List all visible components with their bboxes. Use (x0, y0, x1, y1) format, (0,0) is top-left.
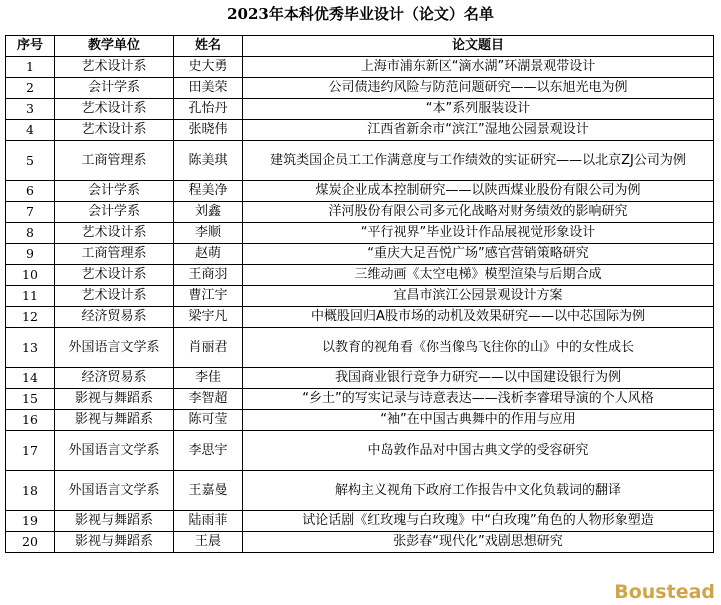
cell-seq: 16 (6, 410, 55, 431)
cell-seq: 6 (6, 181, 55, 202)
header-unit: 教学单位 (55, 36, 174, 57)
cell-topic: 中概股回归A股市场的动机及效果研究——以中芯国际为例 (243, 307, 714, 328)
cell-name: 王晨 (174, 532, 243, 553)
cell-seq: 2 (6, 78, 55, 99)
cell-name: 肖丽君 (174, 328, 243, 368)
cell-topic: 江西省新余市“滨江”湿地公园景观设计 (243, 120, 714, 141)
cell-name: 张晓伟 (174, 120, 243, 141)
cell-unit: 外国语言文学系 (55, 471, 174, 511)
cell-unit: 艺术设计系 (55, 265, 174, 286)
cell-topic: “平行视界”毕业设计作品展视觉形象设计 (243, 223, 714, 244)
cell-seq: 15 (6, 389, 55, 410)
cell-name: 孔怡丹 (174, 99, 243, 120)
cell-seq: 1 (6, 57, 55, 78)
cell-seq: 17 (6, 431, 55, 471)
header-seq: 序号 (6, 36, 55, 57)
cell-topic: “本”系列服装设计 (243, 99, 714, 120)
table-row (6, 57, 714, 78)
cell-topic: “乡土”的写实记录与诗意表达——浅析李睿珺导演的个人风格 (243, 389, 714, 410)
cell-unit: 会计学系 (55, 78, 174, 99)
cell-name: 陆雨菲 (174, 511, 243, 532)
cell-unit: 经济贸易系 (55, 368, 174, 389)
cell-seq: 19 (6, 511, 55, 532)
table-row (6, 181, 714, 202)
table-row (6, 223, 714, 244)
cell-seq: 9 (6, 244, 55, 265)
table-row (6, 120, 714, 141)
watermark-logo: Boustead (614, 581, 715, 603)
cell-seq: 8 (6, 223, 55, 244)
cell-topic: “袖”在中国古典舞中的作用与应用 (243, 410, 714, 431)
cell-name: 李智超 (174, 389, 243, 410)
cell-unit: 会计学系 (55, 202, 174, 223)
cell-unit: 影视与舞蹈系 (55, 532, 174, 553)
table-header-row (6, 36, 714, 57)
page-title: 2023年本科优秀毕业设计（论文）名单 (227, 5, 494, 23)
cell-name: 李顺 (174, 223, 243, 244)
cell-name: 程美净 (174, 181, 243, 202)
cell-unit: 工商管理系 (55, 244, 174, 265)
table-row (6, 511, 714, 532)
table-row (6, 141, 714, 181)
cell-unit: 艺术设计系 (55, 120, 174, 141)
cell-seq: 18 (6, 471, 55, 511)
cell-unit: 工商管理系 (55, 141, 174, 181)
cell-topic: 我国商业银行竞争力研究——以中国建设银行为例 (243, 368, 714, 389)
cell-topic: “重庆大足吾悦广场”感官营销策略研究 (243, 244, 714, 265)
cell-seq: 4 (6, 120, 55, 141)
honor-list-table (5, 35, 714, 553)
header-topic: 论文题目 (243, 36, 714, 57)
cell-name: 王商羽 (174, 265, 243, 286)
cell-name: 赵萌 (174, 244, 243, 265)
cell-name: 王嘉曼 (174, 471, 243, 511)
cell-unit: 影视与舞蹈系 (55, 389, 174, 410)
cell-unit: 艺术设计系 (55, 99, 174, 120)
cell-name: 史大勇 (174, 57, 243, 78)
table-row (6, 265, 714, 286)
table-row (6, 368, 714, 389)
cell-topic: 建筑类国企员工工作满意度与工作绩效的实证研究——以北京ZJ公司为例 (243, 141, 714, 181)
cell-name: 梁宇凡 (174, 307, 243, 328)
cell-seq: 14 (6, 368, 55, 389)
cell-topic: 宜昌市滨江公园景观设计方案 (243, 286, 714, 307)
cell-seq: 20 (6, 532, 55, 553)
cell-unit: 经济贸易系 (55, 307, 174, 328)
cell-seq: 13 (6, 328, 55, 368)
table-row (6, 78, 714, 99)
header-name: 姓名 (174, 36, 243, 57)
cell-seq: 10 (6, 265, 55, 286)
table-row (6, 410, 714, 431)
cell-topic: 洋河股份有限公司多元化战略对财务绩效的影响研究 (243, 202, 714, 223)
cell-unit: 会计学系 (55, 181, 174, 202)
cell-seq: 12 (6, 307, 55, 328)
cell-name: 曹江宇 (174, 286, 243, 307)
cell-unit: 艺术设计系 (55, 223, 174, 244)
cell-topic: 上海市浦东新区“滴水湖”环湖景观带设计 (243, 57, 714, 78)
table-row (6, 389, 714, 410)
table-row (6, 202, 714, 223)
cell-name: 李佳 (174, 368, 243, 389)
cell-unit: 外国语言文学系 (55, 431, 174, 471)
cell-name: 田美荣 (174, 78, 243, 99)
cell-topic: 中岛敦作品对中国古典文学的受容研究 (243, 431, 714, 471)
cell-topic: 试论话剧《红玫瑰与白玫瑰》中“白玫瑰”角色的人物形象塑造 (243, 511, 714, 532)
cell-unit: 影视与舞蹈系 (55, 511, 174, 532)
table-row (6, 532, 714, 553)
cell-name: 陈美琪 (174, 141, 243, 181)
cell-topic: 三维动画《太空电梯》模型渲染与后期合成 (243, 265, 714, 286)
cell-unit: 影视与舞蹈系 (55, 410, 174, 431)
cell-unit: 艺术设计系 (55, 286, 174, 307)
cell-seq: 3 (6, 99, 55, 120)
table-row (6, 328, 714, 368)
cell-topic: 解构主义视角下政府工作报告中文化负载词的翻译 (243, 471, 714, 511)
cell-name: 李思宇 (174, 431, 243, 471)
cell-name: 陈可莹 (174, 410, 243, 431)
cell-unit: 外国语言文学系 (55, 328, 174, 368)
table-row (6, 471, 714, 511)
cell-unit: 艺术设计系 (55, 57, 174, 78)
cell-seq: 5 (6, 141, 55, 181)
cell-topic: 煤炭企业成本控制研究——以陕西煤业股份有限公司为例 (243, 181, 714, 202)
cell-seq: 7 (6, 202, 55, 223)
table-row (6, 286, 714, 307)
cell-seq: 11 (6, 286, 55, 307)
table-row (6, 307, 714, 328)
table-row (6, 244, 714, 265)
cell-topic: 张彭春“现代化”戏剧思想研究 (243, 532, 714, 553)
cell-name: 刘鑫 (174, 202, 243, 223)
cell-topic: 以教育的视角看《你当像鸟飞往你的山》中的女性成长 (243, 328, 714, 368)
table-row (6, 431, 714, 471)
table-row (6, 99, 714, 120)
cell-topic: 公司债违约风险与防范问题研究——以东旭光电为例 (243, 78, 714, 99)
